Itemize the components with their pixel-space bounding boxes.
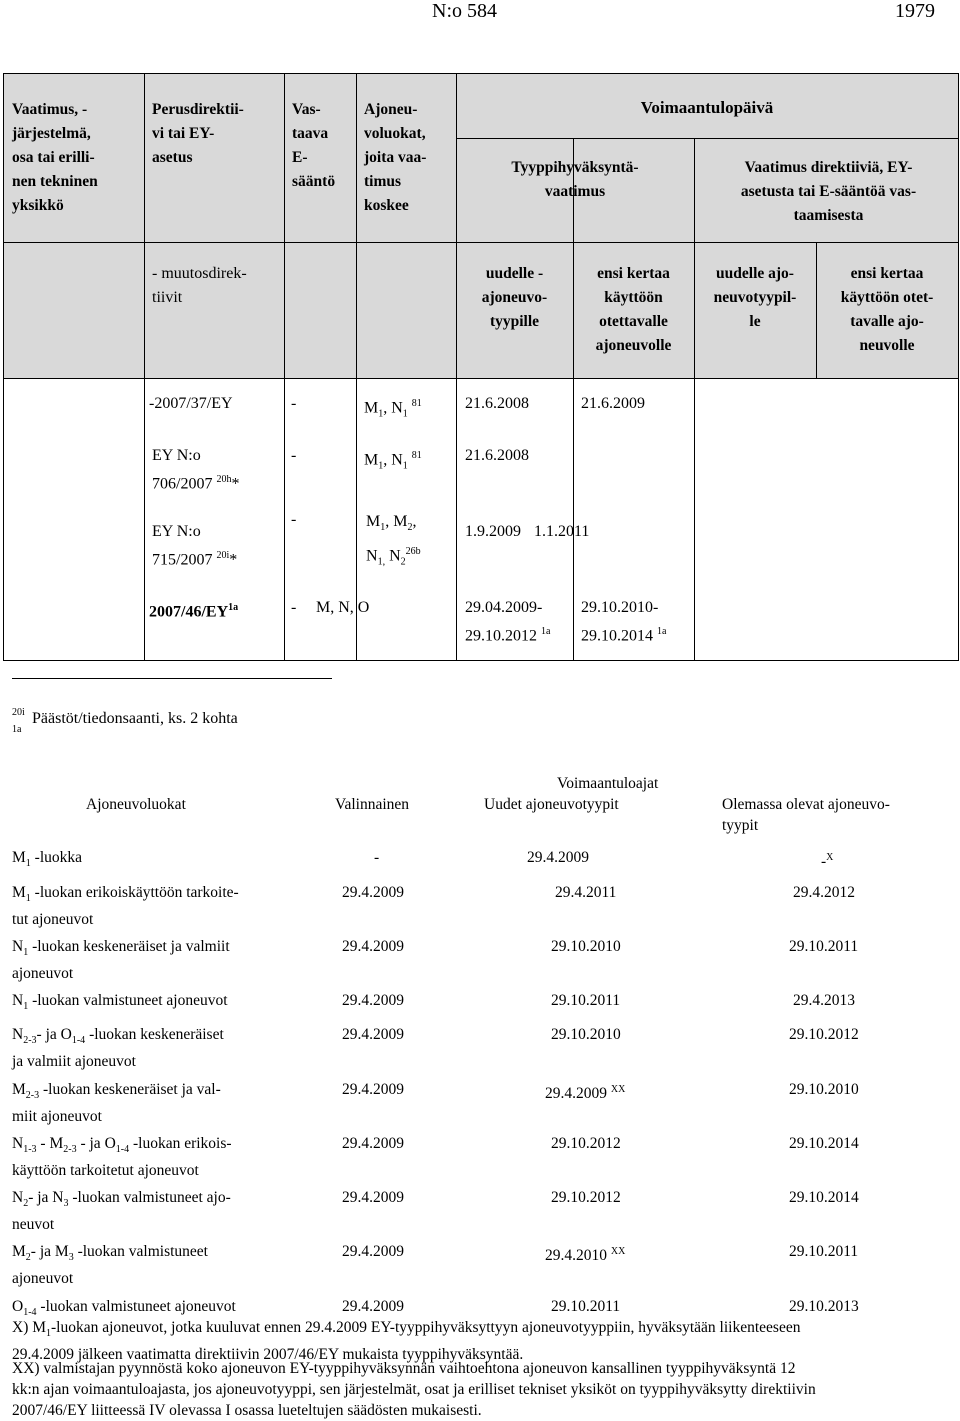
t2-row-existing: 29.10.2010 [789, 1081, 859, 1098]
t2-row-optional: 29.4.2009 [342, 1135, 404, 1152]
t2-header-classes: Ajoneuvoluokat [86, 796, 186, 813]
t2-row-new: 29.4.2011 [555, 884, 617, 901]
t2-row-existing: 29.10.2011 [789, 938, 859, 955]
header-type-approval: Tyyppihyväksyntä- vaatimus [511, 159, 639, 200]
page-number: N:o 584 [432, 0, 497, 22]
row2-date1: 21.6.2008 [465, 447, 529, 464]
t2-row-label: $N_{1-3} - M_{2-3}$ - ja $O_{1-4}$ -luokan erikois- käyttöön tarkoitetut ajoneuvot [12, 1135, 232, 1180]
header-new-type: uudelle - ajoneuvo- tyypille [481, 265, 548, 330]
row3-e: - [291, 511, 297, 528]
t2-row-new: 29.10.2010 [551, 938, 621, 955]
row4-classes: M, N, O [316, 599, 370, 616]
row2-reference: EY N:o 706/2007 $^{20h}$* [152, 447, 240, 493]
t2-row-new: 29.10.2011 [551, 1298, 621, 1315]
t2-header-existing-types: Olemassa olevat ajoneuvo- tyypit [722, 796, 890, 834]
t2-row-existing: 29.10.2014 [789, 1135, 859, 1152]
t2-row-new: 29.10.2012 [551, 1135, 621, 1152]
t2-row-label: $O_{1-4}$ -luokan valmistuneet ajoneuvot [12, 1298, 236, 1319]
t2-header-effective: Voimaantuloajat [557, 775, 659, 792]
t2-row-label: $N_{2-3}-$ ja $O_{1-4}$ -luokan keskeneräiset ja valmiit ajoneuvot [12, 1026, 224, 1071]
t2-row-existing: 29.4.2012 [793, 884, 855, 901]
header-new-type-compliance: uudelle ajo- neuvotyypil- le [713, 265, 797, 330]
header-amendments: - muutosdirek- tiivit [152, 265, 247, 306]
t2-row-optional: 29.4.2009 [342, 884, 404, 901]
row2-e: - [291, 447, 297, 464]
note-x: X) $M_1$-luokan ajoneuvot, jotka kuuluvat ennen 29.4.2009 EY-tyyppihyväksyttyyn ajoneuvotyyppiin, hyväksytään liikenteeseen 29.4.2009 jälkeen vaatimatta direktiivin 2007/46/EY mukaista tyyppihyväksyntää. [12, 1319, 801, 1364]
t2-row-new: 29.4.2009 $^{XX}$ [545, 1084, 626, 1103]
t2-row-optional: 29.4.2009 [342, 992, 404, 1009]
header-first-registration: ensi kertaa käyttöön otettavalle ajoneuvolle [595, 265, 672, 354]
t2-row-optional: - [374, 849, 380, 866]
row3-classes: $M_1$, $M_2$, $N_{1,}$ $N_2^{26b}$ [366, 513, 421, 568]
row4-date2: 29.10.2010- 29.10.2014 $^{1a}$ [581, 599, 667, 645]
row3-date1: 1.9.2009 [465, 523, 521, 540]
row2-classes: $M_1$, $N_1$ $^{81}$ [364, 450, 422, 472]
row3-reference: EY N:o 715/2007 $^{20i}$* [152, 523, 238, 569]
row1-e: - [291, 395, 297, 412]
t2-row-label: $N_1$ -luokan valmistuneet ajoneuvot [12, 992, 228, 1013]
footnote-markers: 20i 1a [12, 707, 25, 735]
t2-row-optional: 29.4.2009 [342, 1026, 404, 1043]
header-compliance: Vaatimus direktiiviä, EY- asetusta tai E-sääntöä vas- taamisesta [740, 159, 917, 224]
header-base-directive: Perusdirektii- vi tai EY- asetus [152, 101, 244, 166]
header-first-registration-compliance: ensi kertaa käyttöön otet- tavalle ajo- neuvolle [840, 265, 934, 354]
row4-date1: 29.04.2009- 29.10.2012 $^{1a}$ [465, 599, 551, 645]
t2-row-optional: 29.4.2009 [342, 1243, 404, 1260]
header-e-regulation: Vas- taava E- sääntö [292, 101, 336, 190]
t2-row-optional: 29.4.2009 [342, 1081, 404, 1098]
t2-row-label: $M_1$ -luokan erikoiskäyttöön tarkoite- tut ajoneuvot [12, 884, 239, 929]
t2-header-new-types: Uudet ajoneuvotyypit [484, 796, 619, 813]
t2-row-label: $M_2-$ ja $M_3$ -luokan valmistuneet ajoneuvot [12, 1243, 208, 1288]
note-xx: XX) valmistajan pyynnöstä koko ajoneuvon EY-tyyppihyväksynnän vaihtoehtona ajoneuvon kansallinen tyyppihyväksyntä 12 kk:n ajan voimaantuloajasta, jos ajoneuvotyyppi, sen järjestelmät, osat ja erilliset tekniset yksiköt on tyyppihyväksytty direktiivin 2007/46/EY liitteessä IV olevassa I osassa lueteltujen säädösten mukaisesti. [12, 1360, 816, 1419]
row1-directive: -2007/37/EY [149, 395, 233, 412]
t2-row-new: 29.4.2009 [527, 849, 589, 866]
t2-row-optional: 29.4.2009 [342, 1189, 404, 1206]
row1-date2: 21.6.2009 [581, 395, 645, 412]
t2-row-existing: 29.10.2011 [789, 1243, 859, 1260]
t2-row-new: 29.4.2010 $^{XX}$ [545, 1246, 626, 1265]
row4-directive: $2007/46/EY^{1a}$ [149, 602, 239, 621]
t2-row-label: $N_2-$ ja $N_3$ -luokan valmistuneet ajo- neuvot [12, 1189, 231, 1234]
t2-row-new: 29.10.2011 [551, 992, 621, 1009]
t2-row-existing: -$^X$ [821, 852, 834, 871]
page-year: 1979 [895, 0, 935, 22]
header-effective-date: Voimaantulopäivä [640, 98, 774, 117]
t2-row-new: 29.10.2010 [551, 1026, 621, 1043]
row4-e: - [291, 599, 297, 616]
row3-date2: 1.1.2011 [534, 523, 590, 540]
t2-row-label: $M_1$ -luokka [12, 849, 83, 870]
t2-row-label: $N_1$ -luokan keskeneräiset ja valmiit ajoneuvot [12, 938, 230, 983]
t2-row-existing: 29.10.2012 [789, 1026, 859, 1043]
t2-header-optional: Valinnainen [335, 796, 410, 813]
t2-row-optional: 29.4.2009 [342, 938, 404, 955]
t2-row-existing: 29.10.2014 [789, 1189, 859, 1206]
footnote-rule [12, 678, 332, 679]
row1-date1: 21.6.2008 [465, 395, 529, 412]
t2-row-optional: 29.4.2009 [342, 1298, 404, 1315]
footnote-text: Päästöt/tiedonsaanti, ks. 2 kohta [32, 710, 238, 727]
row1-classes: $M_1$, $N_1$ $^{81}$ [364, 398, 422, 420]
header-vehicle-classes: Ajoneu- voluokat, joita vaa- timus koskee [364, 101, 427, 214]
requirements-table [3, 73, 959, 661]
t2-row-label: $M_{2-3}$ -luokan keskeneräiset ja val- miit ajoneuvot [12, 1081, 221, 1126]
t2-row-existing: 29.10.2013 [789, 1298, 859, 1315]
header-requirement: Vaatimus, - järjestelmä, osa tai erilli- nen tekninen yksikkö [12, 101, 98, 214]
t2-row-existing: 29.4.2013 [793, 992, 855, 1009]
t2-row-new: 29.10.2012 [551, 1189, 621, 1206]
